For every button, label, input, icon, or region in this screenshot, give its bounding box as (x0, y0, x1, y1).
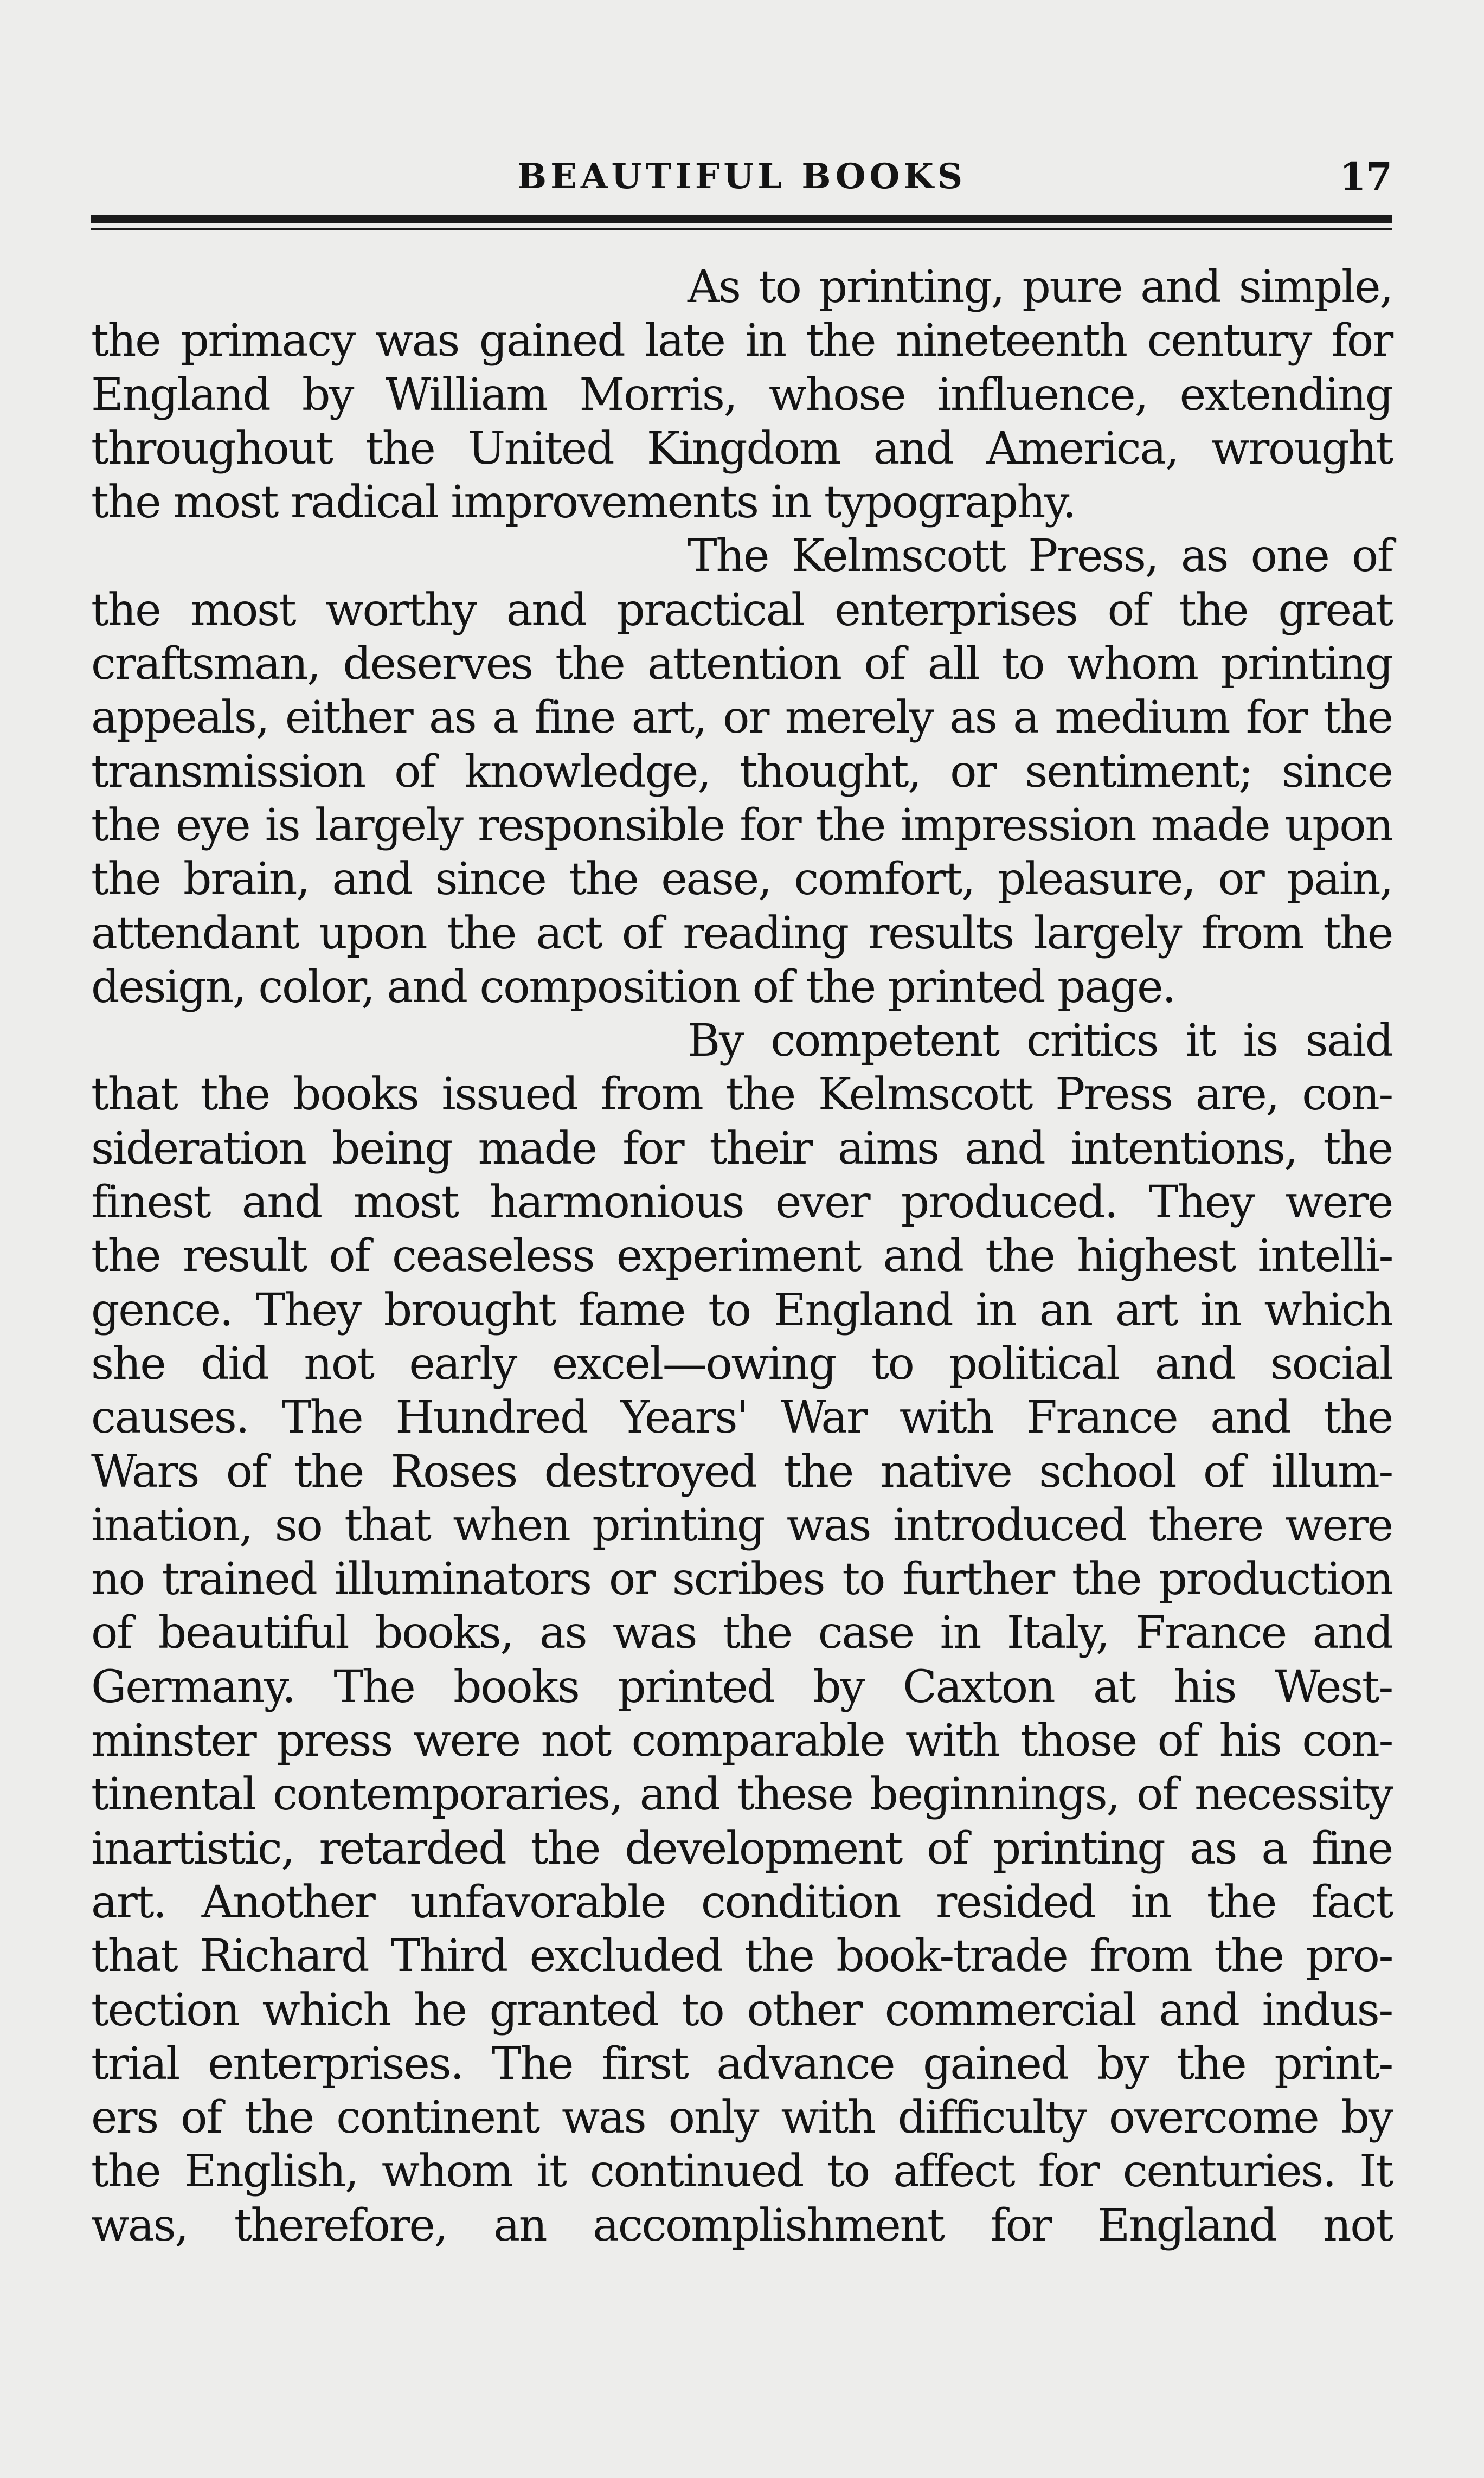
text-line: tinental contemporaries, and these beginnings, of necessity (91, 1769, 1392, 1821)
text-line: no trained illuminators or scribes to further the production (91, 1553, 1392, 1606)
text-line: ination, so that when printing was introduced there were (91, 1499, 1392, 1551)
text-line: Wars of the Roses destroyed the native school of illum- (91, 1446, 1392, 1498)
text-line: gence. They brought fame to England in an art in which (91, 1284, 1392, 1336)
text-line: art. Another unfavorable condition resided in the fact (91, 1876, 1392, 1928)
text-line: causes. The Hundred Years' War with France and the (91, 1392, 1392, 1444)
text-line: attendant upon the act of reading results largely from the (91, 907, 1392, 959)
text-line: the brain, and since the ease, comfort, pleasure, or pain, (91, 853, 1392, 906)
text-line: design, color, and composition of the printed page. (91, 961, 1175, 1013)
text-line: the most worthy and practical enterprises of the great (91, 584, 1392, 636)
text-line: Germany. The books printed by Caxton at his West- (91, 1661, 1392, 1713)
text-line: trial enterprises. The first advance gained by the print- (91, 2038, 1392, 2090)
text-line: As to printing, pure and simple, (688, 261, 1392, 313)
text-line: finest and most harmonious ever produced. They were (91, 1177, 1392, 1229)
text-line: was, therefore, an accomplishment for England not (91, 2199, 1392, 2251)
header-rule-thick (91, 215, 1392, 223)
text-line: the most radical improvements in typography. (91, 477, 1076, 529)
text-line: England by William Morris, whose influence, extending (91, 369, 1392, 421)
text-line: minster press were not comparable with those of his con- (91, 1715, 1392, 1767)
header-rule-thin (91, 228, 1392, 230)
text-line: inartistic, retarded the development of printing as a fine (91, 1822, 1392, 1874)
text-line: of beautiful books, as was the case in Italy, France and (91, 1607, 1392, 1659)
page-number: 17 (1339, 154, 1392, 199)
text-line: appeals, either as a fine art, or merely as a medium for the (91, 692, 1392, 744)
text-line: throughout the United Kingdom and America, wrought (91, 422, 1392, 474)
text-line: she did not early excel—owing to political and social (91, 1338, 1392, 1390)
text-line: ers of the continent was only with difficulty overcome by (91, 2092, 1392, 2144)
text-line: sideration being made for their aims and intentions, the (91, 1122, 1392, 1174)
text-line: that Richard Third excluded the book-trade from the pro- (91, 1930, 1392, 1982)
text-line: By competent critics it is said (688, 1015, 1392, 1067)
body-text (91, 260, 1392, 2252)
text-line: the English, whom it continued to affect for centuries. It (91, 2146, 1392, 2198)
text-line: The Kelmscott Press, as one of (688, 530, 1392, 582)
text-line: the eye is largely responsible for the impression made upon (91, 799, 1392, 851)
text-line: tection which he granted to other commercial and indus- (91, 1984, 1392, 2036)
running-head (91, 151, 1392, 205)
text-line: craftsman, deserves the attention of all to whom printing (91, 638, 1392, 690)
text-line: that the books issued from the Kelmscott Press are, con- (91, 1069, 1392, 1121)
text-line: transmission of knowledge, thought, or sentiment; since (91, 746, 1392, 798)
text-line: the primacy was gained late in the nineteenth century for (91, 315, 1392, 367)
text-line: the result of ceaseless experiment and the highest intelli- (91, 1230, 1392, 1282)
running-head-title: BEAUTIFUL BOOKS (517, 156, 967, 197)
